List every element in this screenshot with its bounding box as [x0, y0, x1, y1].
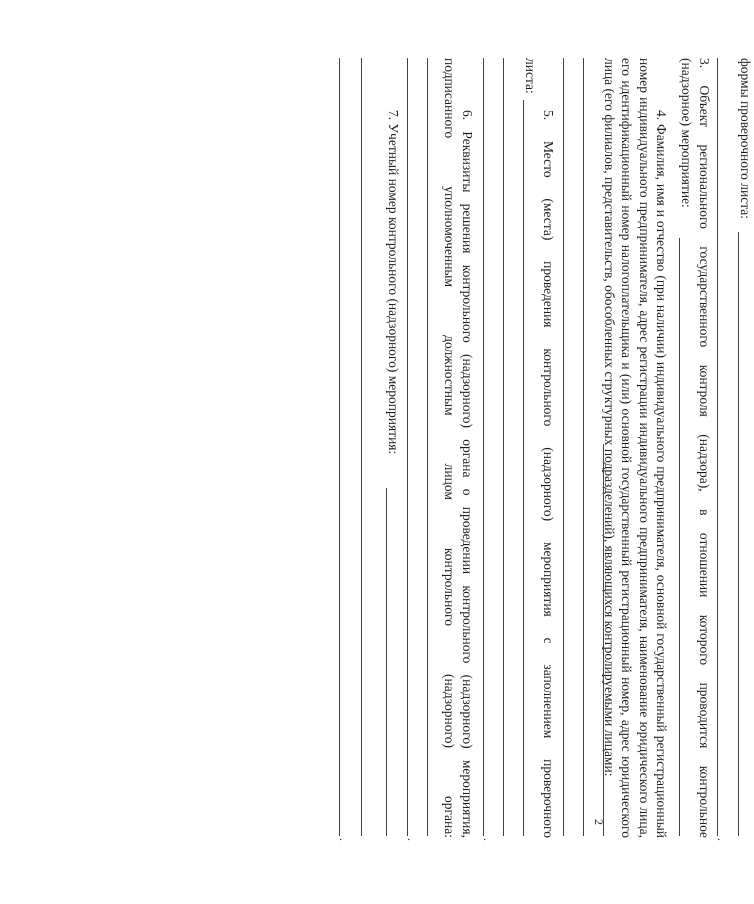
item-7-blank-line-2: [339, 58, 340, 836]
item-6-end-dot: .: [405, 838, 419, 841]
item-6-blank-line-1: [427, 58, 428, 836]
item-6-line-2: подписанного уполномоченным должностным лицом контрольного (надзорного) органа:: [442, 58, 457, 838]
page-number: 2: [592, 819, 606, 825]
item-3-line-2: (надзорное) мероприятие:: [679, 58, 694, 208]
item-5-fill-line: [523, 100, 524, 836]
item-5-line-2: листа:: [523, 58, 538, 94]
intro-fill-line: [738, 232, 739, 836]
item-7-fill-line: [386, 488, 387, 836]
item-3-fill-line: [679, 238, 680, 836]
intro-blank-line: [717, 58, 718, 836]
intro-end-dot: .: [715, 838, 729, 841]
item-5-blank-line-1: [503, 58, 504, 836]
item-4-text: 4. Фамилия, имя и отчество (при наличии) индивидуального предпринимателя, основной государственный регистрационный номер индивидуального предпринимателя, адрес регистрации индивидуального предпринимателя, наименование юридического лица, его идентификационный номер налогоплательщика и (или) основной государственный регистрационный номер, адрес юридического лица (его филиалов, представительств, обособленных структурных подразделений), являющихся контролируемыми лицами:: [602, 58, 669, 838]
item-5-end-dot: .: [481, 838, 495, 841]
item-7-label: 7. Учетный номер контрольного (надзорного) мероприятия:: [386, 110, 401, 455]
form-content: [242, 42, 754, 862]
item-5-line-1: 5. Место (места) проведения контрольного (надзорного) мероприятия с заполнением проверочного: [541, 110, 556, 838]
item-3-line-1: 3. Объект регионального государственного контроля (надзора), в отношении которого проводится контрольное: [697, 58, 712, 838]
item-5-blank-line-2: [483, 58, 484, 836]
item-6-blank-line-2: [407, 58, 408, 836]
item-4-fill-line: [603, 444, 604, 836]
item-7-end-dot: .: [337, 838, 351, 841]
item-6-line-1: 6. Реквизиты решения контрольного (надзорного) органа о проведении контрольного (надзорного) мероприятия,: [460, 110, 475, 838]
intro-label: формы проверочного листа:: [738, 58, 753, 220]
item-7-blank-line-1: [361, 58, 362, 836]
item-4-blank-line-2: [563, 58, 564, 836]
item-4-blank-line-1: [583, 58, 584, 836]
